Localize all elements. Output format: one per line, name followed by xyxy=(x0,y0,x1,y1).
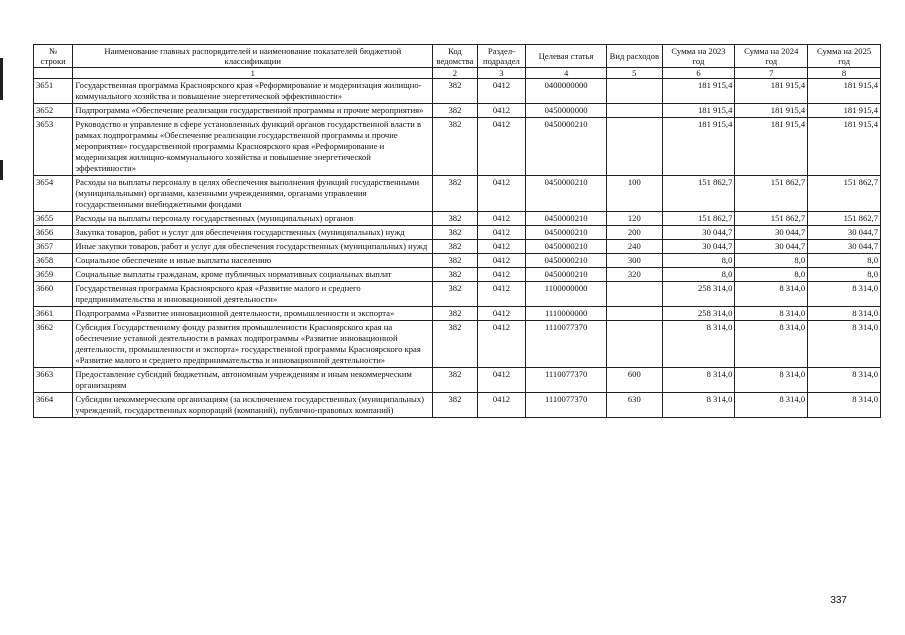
expense-type-code: 630 xyxy=(607,393,663,418)
column-number: 8 xyxy=(808,68,881,79)
sum-2023: 181 915,4 xyxy=(662,104,735,118)
target-code: 1110077370 xyxy=(526,368,607,393)
sum-2024: 8 314,0 xyxy=(735,307,808,321)
sum-2025: 8,0 xyxy=(808,254,881,268)
expense-type-code xyxy=(607,104,663,118)
sum-2024: 8 314,0 xyxy=(735,393,808,418)
table-row xyxy=(34,79,881,104)
target-code: 0400000000 xyxy=(526,79,607,104)
sum-2023: 258 314,0 xyxy=(662,282,735,307)
row-number: 3661 xyxy=(34,307,73,321)
row-number: 3653 xyxy=(34,118,73,176)
dept-code: 382 xyxy=(433,254,477,268)
section-code: 0412 xyxy=(477,268,526,282)
column-number: 6 xyxy=(662,68,735,79)
binding-edge-mark xyxy=(0,58,3,100)
header-sum-2023: Сумма на 2023 год xyxy=(662,45,735,68)
table-row xyxy=(34,176,881,212)
row-name: Подпрограмма «Обеспечение реализации государственной программы и прочие мероприятия» xyxy=(73,104,433,118)
expense-type-code xyxy=(607,307,663,321)
section-code: 0412 xyxy=(477,118,526,176)
target-code: 1110077370 xyxy=(526,393,607,418)
table-row xyxy=(34,282,881,307)
column-number-row xyxy=(34,68,881,79)
row-number: 3656 xyxy=(34,226,73,240)
sum-2023: 181 915,4 xyxy=(662,118,735,176)
section-code: 0412 xyxy=(477,254,526,268)
sum-2023: 181 915,4 xyxy=(662,79,735,104)
target-code: 0450000210 xyxy=(526,176,607,212)
sum-2025: 8,0 xyxy=(808,268,881,282)
table-row xyxy=(34,307,881,321)
table-row xyxy=(34,321,881,368)
header-sum-2025: Сумма на 2025 год xyxy=(808,45,881,68)
expense-type-code xyxy=(607,321,663,368)
section-code: 0412 xyxy=(477,104,526,118)
sum-2023: 30 044,7 xyxy=(662,240,735,254)
dept-code: 382 xyxy=(433,321,477,368)
sum-2024: 181 915,4 xyxy=(735,104,808,118)
row-number: 3655 xyxy=(34,212,73,226)
sum-2023: 8,0 xyxy=(662,254,735,268)
header-row xyxy=(34,45,881,68)
column-number: 3 xyxy=(477,68,526,79)
sum-2023: 30 044,7 xyxy=(662,226,735,240)
table-row xyxy=(34,393,881,418)
column-number xyxy=(34,68,73,79)
expense-type-code: 100 xyxy=(607,176,663,212)
sum-2024: 151 862,7 xyxy=(735,176,808,212)
target-code: 0450000210 xyxy=(526,226,607,240)
row-number: 3651 xyxy=(34,79,73,104)
section-code: 0412 xyxy=(477,212,526,226)
row-number: 3654 xyxy=(34,176,73,212)
dept-code: 382 xyxy=(433,307,477,321)
sum-2024: 8 314,0 xyxy=(735,282,808,307)
row-name: Социальное обеспечение и иные выплаты населению xyxy=(73,254,433,268)
dept-code: 382 xyxy=(433,240,477,254)
binding-edge-mark xyxy=(0,160,3,180)
sum-2025: 30 044,7 xyxy=(808,240,881,254)
section-code: 0412 xyxy=(477,226,526,240)
dept-code: 382 xyxy=(433,393,477,418)
header-expense-type: Вид расходов xyxy=(607,45,663,68)
sum-2023: 258 314,0 xyxy=(662,307,735,321)
row-name: Субсидии некоммерческим организациям (за исключением государственных (муниципальных) учреждений, государственных корпораций (компаний), публично-правовых компаний) xyxy=(73,393,433,418)
expense-type-code: 240 xyxy=(607,240,663,254)
row-name: Государственная программа Красноярского края «Реформирование и модернизация жилищно-коммунального хозяйства и повышение энергетической эффективности» xyxy=(73,79,433,104)
header-section: Раздел-подраздел xyxy=(477,45,526,68)
sum-2025: 8 314,0 xyxy=(808,307,881,321)
table-row xyxy=(34,368,881,393)
sum-2023: 8 314,0 xyxy=(662,368,735,393)
row-name: Руководство и управление в сфере установленных функций органов государственной власти в рамках подпрограммы «Обеспечение реализации государственной программы и прочие мероприятия» государственной программы Красноярского края «Реформирование и модернизация жилищно-коммунального хозяйства и повышение энергетической эффективности» xyxy=(73,118,433,176)
row-name: Закупка товаров, работ и услуг для обеспечения государственных (муниципальных) нужд xyxy=(73,226,433,240)
sum-2025: 181 915,4 xyxy=(808,79,881,104)
target-code: 0450000210 xyxy=(526,212,607,226)
sum-2024: 181 915,4 xyxy=(735,79,808,104)
row-name: Социальные выплаты гражданам, кроме публичных нормативных социальных выплат xyxy=(73,268,433,282)
sum-2025: 8 314,0 xyxy=(808,282,881,307)
table-body xyxy=(34,79,881,418)
table-row xyxy=(34,240,881,254)
column-number: 1 xyxy=(73,68,433,79)
sum-2024: 151 862,7 xyxy=(735,212,808,226)
header-sum-2024: Сумма на 2024 год xyxy=(735,45,808,68)
row-number: 3652 xyxy=(34,104,73,118)
expense-type-code xyxy=(607,79,663,104)
dept-code: 382 xyxy=(433,212,477,226)
row-name: Предоставление субсидий бюджетным, автономным учреждениям и иным некоммерческим организациям xyxy=(73,368,433,393)
sum-2025: 8 314,0 xyxy=(808,393,881,418)
row-name: Подпрограмма «Развитие инновационной деятельности, промышленности и экспорта» xyxy=(73,307,433,321)
expense-type-code: 600 xyxy=(607,368,663,393)
table-header xyxy=(34,45,881,79)
sum-2023: 8 314,0 xyxy=(662,321,735,368)
expense-type-code: 320 xyxy=(607,268,663,282)
row-name: Расходы на выплаты персоналу государственных (муниципальных) органов xyxy=(73,212,433,226)
section-code: 0412 xyxy=(477,368,526,393)
budget-table xyxy=(33,44,881,418)
table-row xyxy=(34,226,881,240)
row-number: 3664 xyxy=(34,393,73,418)
sum-2025: 8 314,0 xyxy=(808,368,881,393)
header-row-no: № строки xyxy=(34,45,73,68)
dept-code: 382 xyxy=(433,226,477,240)
section-code: 0412 xyxy=(477,307,526,321)
section-code: 0412 xyxy=(477,282,526,307)
target-code: 1110000000 xyxy=(526,307,607,321)
sum-2024: 30 044,7 xyxy=(735,226,808,240)
dept-code: 382 xyxy=(433,118,477,176)
row-number: 3663 xyxy=(34,368,73,393)
expense-type-code xyxy=(607,282,663,307)
table-row xyxy=(34,268,881,282)
row-name: Государственная программа Красноярского края «Развитие малого и среднего предпринимательства и инновационной деятельности» xyxy=(73,282,433,307)
sum-2025: 151 862,7 xyxy=(808,212,881,226)
dept-code: 382 xyxy=(433,268,477,282)
row-name: Субсидия Государственному фонду развития промышленности Красноярского края на обеспечение уставной деятельности в рамках подпрограммы «Развитие инновационной деятельности, промышленности и экспорта» государственной программы Красноярского края «Развитие малого и среднего предпринимательства и инновационной деятельности» xyxy=(73,321,433,368)
section-code: 0412 xyxy=(477,393,526,418)
expense-type-code xyxy=(607,118,663,176)
sum-2025: 8 314,0 xyxy=(808,321,881,368)
column-number: 4 xyxy=(526,68,607,79)
target-code: 0450000210 xyxy=(526,118,607,176)
row-number: 3658 xyxy=(34,254,73,268)
column-number: 7 xyxy=(735,68,808,79)
row-number: 3660 xyxy=(34,282,73,307)
row-number: 3659 xyxy=(34,268,73,282)
header-dept-code: Код ведомства xyxy=(433,45,477,68)
expense-type-code: 300 xyxy=(607,254,663,268)
section-code: 0412 xyxy=(477,321,526,368)
target-code: 0450000000 xyxy=(526,104,607,118)
row-number: 3657 xyxy=(34,240,73,254)
dept-code: 382 xyxy=(433,368,477,393)
dept-code: 382 xyxy=(433,282,477,307)
section-code: 0412 xyxy=(477,79,526,104)
dept-code: 382 xyxy=(433,79,477,104)
target-code: 0450000210 xyxy=(526,254,607,268)
table-row xyxy=(34,212,881,226)
expense-type-code: 200 xyxy=(607,226,663,240)
section-code: 0412 xyxy=(477,176,526,212)
sum-2024: 181 915,4 xyxy=(735,118,808,176)
sum-2024: 8 314,0 xyxy=(735,321,808,368)
sum-2024: 8,0 xyxy=(735,254,808,268)
table-row xyxy=(34,254,881,268)
header-name: Наименование главных распорядителей и наименование показателей бюджетной классификации xyxy=(73,45,433,68)
sum-2024: 30 044,7 xyxy=(735,240,808,254)
sum-2023: 8 314,0 xyxy=(662,393,735,418)
target-code: 1100000000 xyxy=(526,282,607,307)
sum-2024: 8,0 xyxy=(735,268,808,282)
page-number: 337 xyxy=(830,595,847,606)
sum-2025: 181 915,4 xyxy=(808,104,881,118)
sum-2025: 181 915,4 xyxy=(808,118,881,176)
sum-2025: 151 862,7 xyxy=(808,176,881,212)
column-number: 5 xyxy=(607,68,663,79)
target-code: 1110077370 xyxy=(526,321,607,368)
header-target: Целевая статья xyxy=(526,45,607,68)
sum-2023: 8,0 xyxy=(662,268,735,282)
sum-2023: 151 862,7 xyxy=(662,212,735,226)
row-name: Расходы на выплаты персоналу в целях обеспечения выполнения функций государственными (муниципальными) органами, казенными учреждениями, органами управления государственными внебюджетными фондами xyxy=(73,176,433,212)
sum-2023: 151 862,7 xyxy=(662,176,735,212)
sum-2025: 30 044,7 xyxy=(808,226,881,240)
expense-type-code: 120 xyxy=(607,212,663,226)
column-number: 2 xyxy=(433,68,477,79)
section-code: 0412 xyxy=(477,240,526,254)
table-row xyxy=(34,104,881,118)
dept-code: 382 xyxy=(433,104,477,118)
row-number: 3662 xyxy=(34,321,73,368)
dept-code: 382 xyxy=(433,176,477,212)
target-code: 0450000210 xyxy=(526,268,607,282)
table-row xyxy=(34,118,881,176)
target-code: 0450000210 xyxy=(526,240,607,254)
row-name: Иные закупки товаров, работ и услуг для обеспечения государственных (муниципальных) нужд xyxy=(73,240,433,254)
sum-2024: 8 314,0 xyxy=(735,368,808,393)
